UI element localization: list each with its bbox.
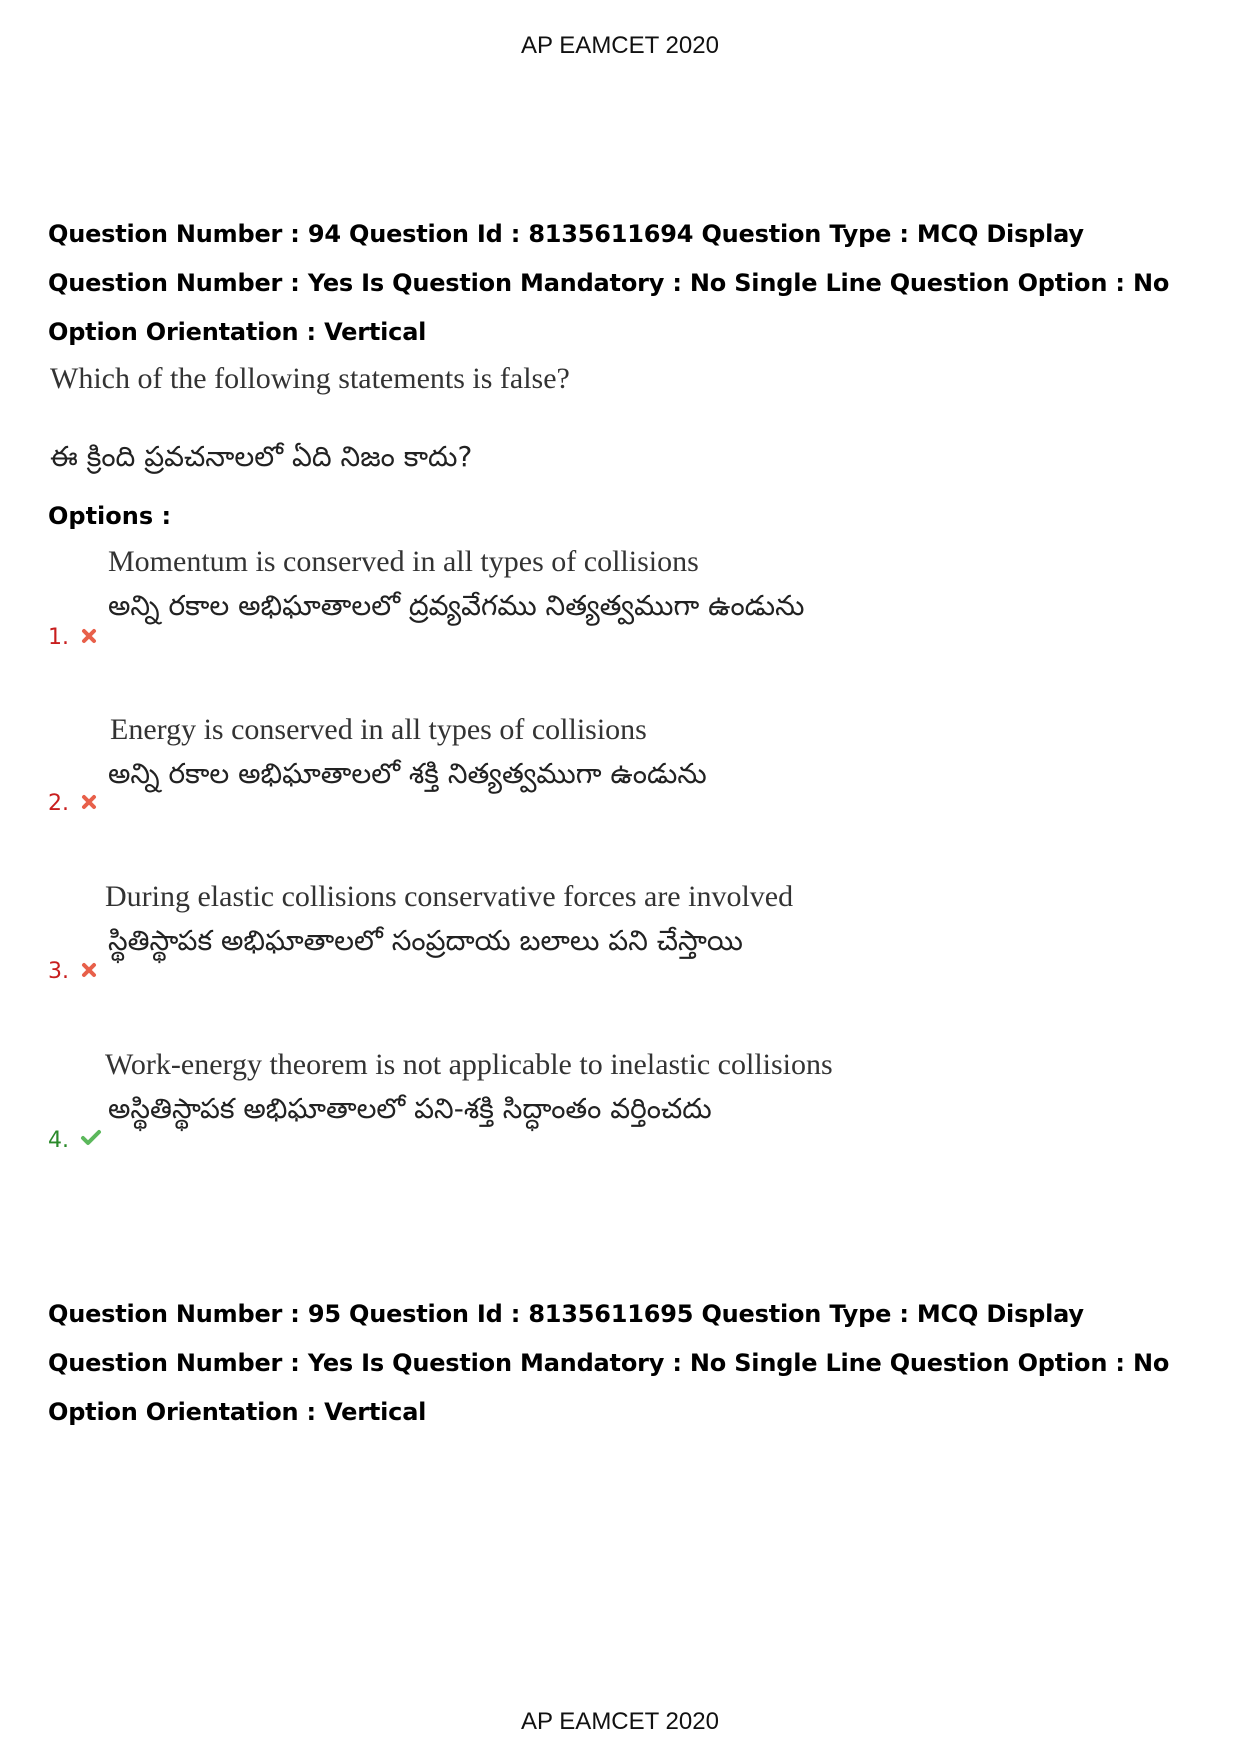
- option-text-english: Energy is conserved in all types of collisions: [110, 713, 647, 746]
- page-footer: AP EAMCET 2020: [521, 1708, 719, 1735]
- option-text-telugu: అస్థితిస్థాపక అభిఘాతాలలో పని-శక్తి సిద్ధాంతం వర్తించదు: [108, 1092, 712, 1125]
- question-text-telugu: ఈ క్రింది ప్రవచనాలలో ఏది నిజం కాదు?: [50, 440, 473, 473]
- question-text-english: Which of the following statements is false?: [50, 362, 570, 395]
- option-text-telugu: అన్ని రకాల అభిఘాతాలలో ద్రవ్యవేగము నిత్యత్వముగా ఉండును: [108, 589, 805, 622]
- cross-icon: [80, 627, 98, 645]
- option-number: 3.: [48, 959, 69, 984]
- question-95-metadata: Question Number : 95 Question Id : 8135611695 Question Type : MCQ Display Question Number : Yes Is Question Mandatory : No Single Line Question Option : No Option Orientation : Vertical: [48, 1300, 1170, 1426]
- options-label: Options :: [48, 502, 172, 530]
- cross-icon: [80, 793, 98, 811]
- check-icon: [80, 1129, 102, 1147]
- option-4: [0, 1048, 1240, 1158]
- option-text-english: During elastic collisions conservative forces are involved: [105, 880, 794, 913]
- option-text-telugu: అన్ని రకాల అభిఘాతాలలో శక్తి నిత్యత్వముగా ఉండును: [108, 757, 707, 790]
- option-number: 4.: [48, 1128, 69, 1153]
- option-number: 1.: [48, 625, 69, 650]
- question-94-metadata: Question Number : 94 Question Id : 8135611694 Question Type : MCQ Display Question Number : Yes Is Question Mandatory : No Single Line Question Option : No Option Orientation : Vertical: [48, 220, 1170, 346]
- cross-icon: [80, 961, 98, 979]
- option-text-english: Work-energy theorem is not applicable to inelastic collisions: [105, 1048, 833, 1081]
- option-3: [0, 880, 1240, 990]
- option-2: [0, 713, 1240, 823]
- option-1: [0, 545, 1240, 655]
- option-number: 2.: [48, 791, 69, 816]
- option-text-english: Momentum is conserved in all types of collisions: [108, 545, 699, 578]
- page-header: AP EAMCET 2020: [521, 32, 719, 59]
- option-text-telugu: స్థితిస్థాపక అభిఘాతాలలో సంప్రదాయ బలాలు పని చేస్తాయి: [108, 924, 743, 957]
